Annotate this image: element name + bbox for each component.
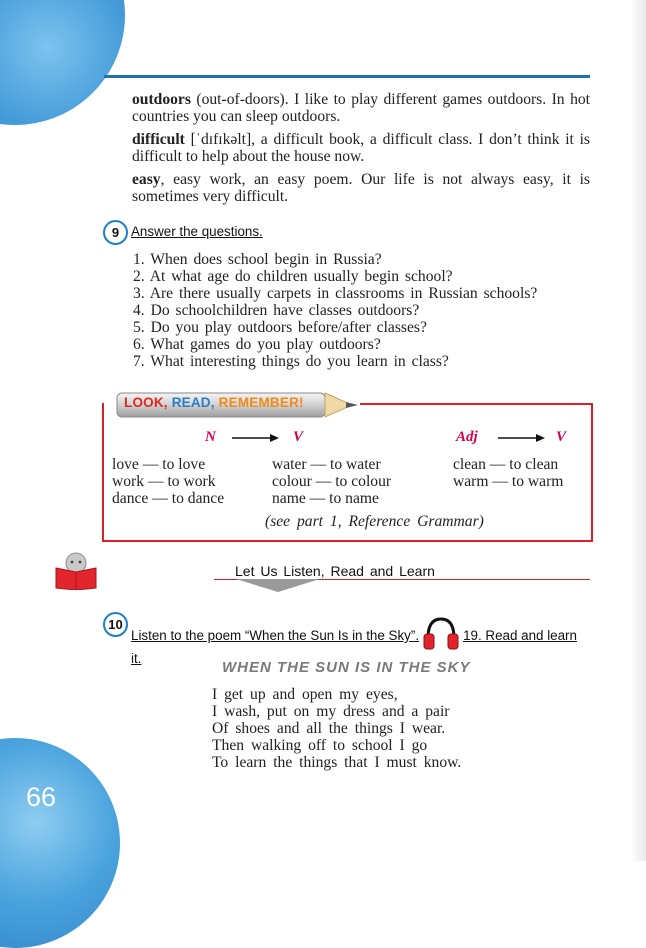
grammar-example: warm — to warm [453, 473, 564, 490]
grammar-example: clean — to clean [453, 456, 559, 473]
poem-line: I get up and open my eyes, [212, 686, 398, 703]
vocab-entry-outdoors [132, 91, 590, 125]
vocab-text: [ˈdɪfɪkəlt], a difficult book, a difficult class. I don’t think it is difficult to help about the house now. [132, 131, 590, 165]
grammar-adjective-label: Adj [456, 429, 478, 445]
exercise-instruction: Answer the questions. [131, 224, 263, 239]
section-title: Let Us Listen, Read and Learn [235, 563, 435, 579]
instruction-text: Listen to the poem “When the Sun Is in the Sky”. [131, 628, 420, 643]
poem-line: Then walking off to school I go [212, 737, 428, 754]
grammar-box-top-border [360, 403, 591, 405]
question-list [133, 251, 537, 370]
page-edge-shadow [630, 0, 646, 861]
question-item: 4. Do schoolchildren have classes outdoors? [133, 302, 420, 319]
question-item: 6. What games do you play outdoors? [133, 336, 381, 353]
top-divider [104, 75, 590, 78]
vocab-word: easy [132, 171, 161, 188]
instruction-text: 19. Read and learn it. [131, 628, 577, 666]
vocab-word: outdoors [132, 91, 191, 108]
exercise-number-badge: 9 [103, 220, 128, 245]
grammar-reference: (see part 1, Reference Grammar) [265, 513, 484, 530]
poem-body [212, 686, 461, 771]
exercise-number-badge: 10 [103, 612, 128, 637]
poem-title: WHEN THE SUN IS IN THE SKY [222, 659, 471, 676]
grammar-example: work — to work [112, 473, 216, 490]
section-divider-pointer [236, 579, 320, 593]
poem-line: I wash, put on my dress and a pair [212, 703, 450, 720]
grammar-example: colour — to colour [272, 473, 392, 490]
vocab-entry-difficult [132, 131, 590, 165]
arrow-icon [498, 432, 546, 444]
vocab-text: (out-of-doors). I like to play different games outdoors. In hot countries you can sleep outdoors. [132, 91, 590, 125]
question-item: 2. At what age do children usually begin school? [133, 268, 453, 285]
listening-book-icon [54, 552, 100, 590]
grammar-noun-label: N [205, 429, 216, 445]
banner-look: LOOK, [124, 395, 168, 410]
grammar-verb-label-2: V [556, 429, 567, 445]
arrow-icon [232, 432, 280, 444]
look-read-remember-banner [124, 395, 304, 410]
question-item: 5. Do you play outdoors before/after classes? [133, 319, 427, 336]
page-number: 66 [26, 782, 57, 812]
banner-read: READ, [171, 395, 215, 410]
corner-decoration-top [0, 0, 125, 125]
grammar-example: name — to name [272, 490, 379, 507]
headphones-icon [423, 616, 459, 650]
poem-line: To learn the things that I must know. [212, 754, 462, 771]
vocab-word: difficult [132, 131, 185, 148]
question-item: 3. Are there usually carpets in classrooms in Russian schools? [133, 285, 538, 302]
vocab-text: , easy work, an easy poem. Our life is not always easy, it is sometimes very difficult. [132, 171, 590, 205]
grammar-verb-label: V [293, 429, 304, 445]
corner-decoration-bottom [0, 738, 120, 948]
grammar-example: water — to water [272, 456, 381, 473]
question-item: 1. When does school begin in Russia? [133, 251, 382, 268]
grammar-example: dance — to dance [112, 490, 225, 507]
grammar-example: love — to love [112, 456, 206, 473]
poem-line: Of shoes and all the things I wear. [212, 720, 446, 737]
question-item: 7. What interesting things do you learn in class? [133, 353, 449, 370]
vocab-entry-easy [132, 171, 590, 205]
banner-remember: REMEMBER! [218, 395, 304, 410]
